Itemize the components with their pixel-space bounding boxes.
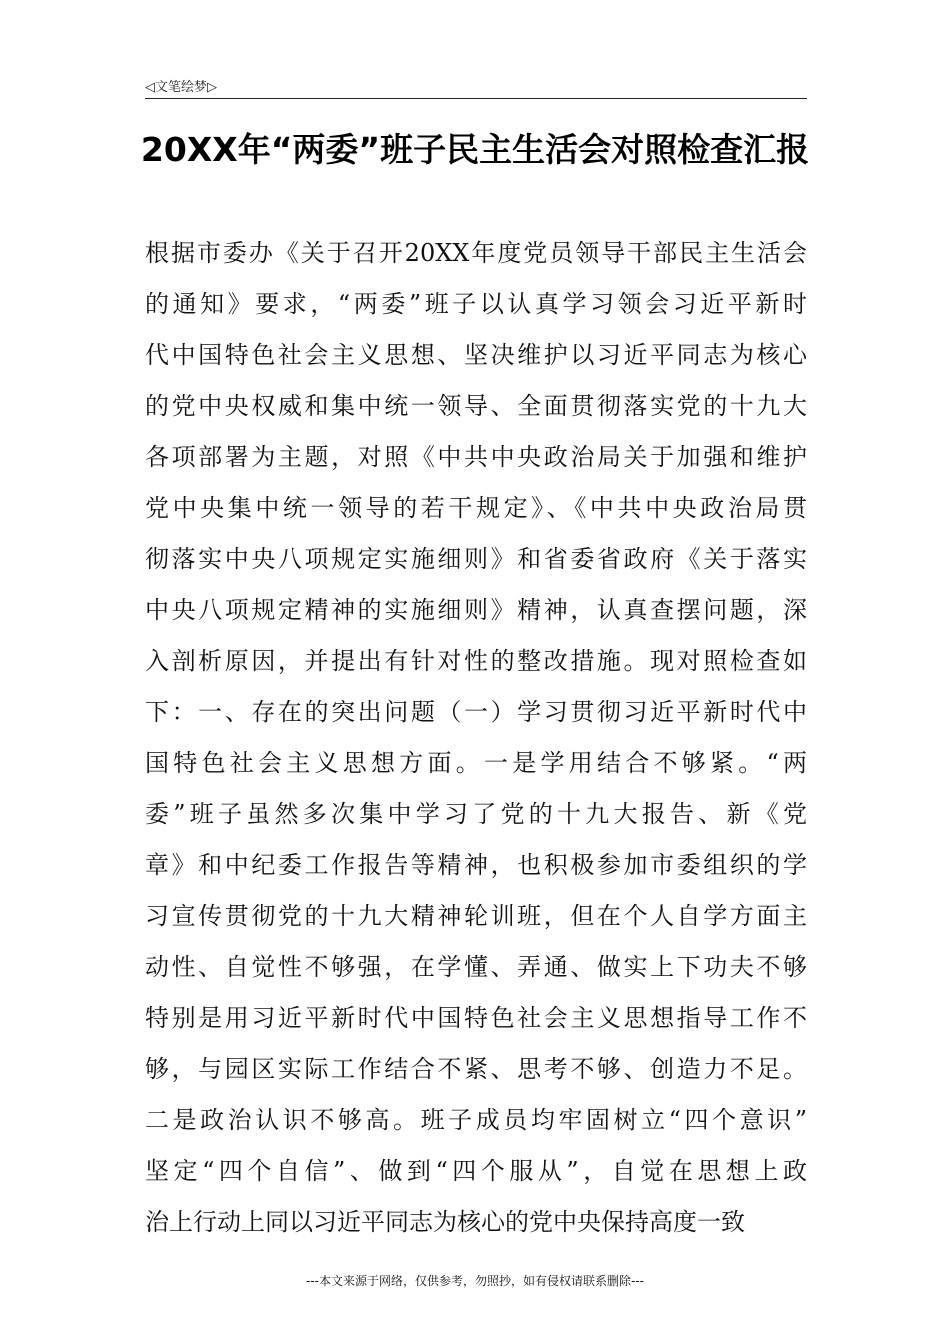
body-line: 代中国特色社会主义思想、坚决维护以习近平同志为核心	[145, 341, 807, 369]
body-line: 习宣传贯彻党的十九大精神轮训班，但在个人自学方面主	[145, 902, 807, 930]
body-line: 中央八项规定精神的实施细则》精神，认真查摆问题，深	[145, 596, 807, 624]
body-line: 党中央集中统一领导的若干规定》、《中共中央政治局贯	[145, 494, 807, 522]
body-line: 委”班子虽然多次集中学习了党的十九大报告、新《党	[145, 800, 807, 828]
body-line: 国特色社会主义思想方面。一是学用结合不够紧。“两	[145, 749, 807, 777]
body-line: 的通知》要求，“两委”班子以认真学习领会习近平新时	[145, 290, 807, 318]
body-line: 彻落实中央八项规定实施细则》和省委省政府《关于落实	[145, 545, 807, 573]
body-line: 治上行动上同以习近平同志为核心的党中央保持高度一致	[145, 1208, 745, 1236]
body-line: 的党中央权威和集中统一领导、全面贯彻落实党的十九大	[145, 392, 807, 420]
body-line: 入剖析原因，并提出有针对性的整改措施。现对照检查如	[145, 647, 807, 675]
body-line: 二是政治认识不够高。班子成员均牢固树立“四个意识”	[145, 1106, 807, 1134]
footer-disclaimer: ---本文来源于网络，仅供参考，勿照抄，如有侵权请联系删除---	[306, 1274, 644, 1288]
page-header	[145, 74, 807, 99]
body-line: 下：一、存在的突出问题（一）学习贯彻习近平新时代中	[145, 698, 807, 726]
body-line: 章》和中纪委工作报告等精神，也积极参加市委组织的学	[145, 851, 807, 879]
body-line: 动性、自觉性不够强，在学懂、弄通、做实上下功夫不够	[145, 953, 807, 981]
body-line: 特别是用习近平新时代中国特色社会主义思想指导工作不	[145, 1004, 807, 1032]
header-text: ◁文笔绘梦▷	[145, 80, 217, 95]
body-line: 坚定“四个自信”、做到“四个服从”，自觉在思想上政	[145, 1157, 807, 1185]
body-line: 根据市委办《关于召开20XX年度党员领导干部民主生活会	[145, 239, 807, 267]
document-title: 20XX年“两委”班子民主生活会对照检查汇报	[140, 130, 810, 169]
body-text	[145, 228, 807, 1248]
body-line: 够，与园区实际工作结合不紧、思考不够、创造力不足。	[145, 1055, 807, 1083]
body-line: 各项部署为主题，对照《中共中央政治局关于加强和维护	[145, 443, 807, 471]
